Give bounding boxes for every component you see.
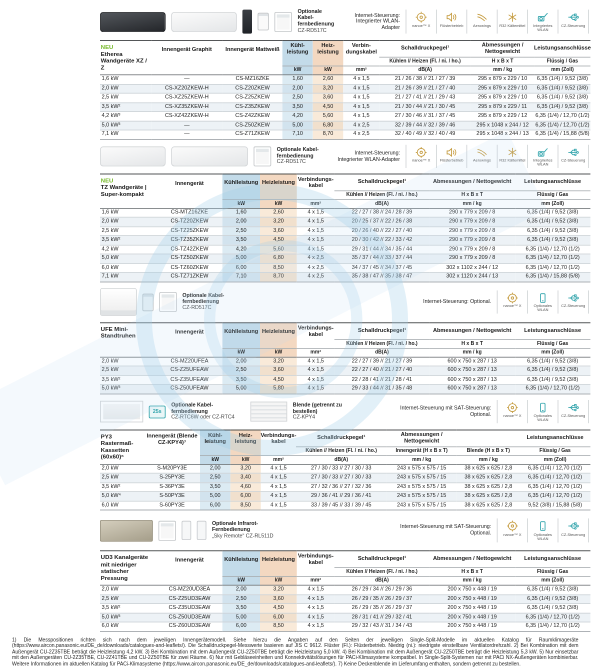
neu-badge: NEU	[100, 43, 114, 51]
table-row: 6,0 kW CS-TZ60ZKEW 6,00 8,50 4 x 2,5 34 / 37 / 45 // 34 / 37 / 45 302 x 1102 x 244 / 12 6,35 (1/4) / 12,70 (1/2)	[100, 263, 590, 272]
product-image-duct-unit	[100, 520, 153, 542]
column-header-schalldruckpegel: Schalldruckpegel¹ Kühlen // Heizen (Fl. / ni. / ho.) dB(A)	[334, 174, 429, 208]
usb-icon: CZ-Steuerung	[558, 519, 588, 543]
section-title: UD3 Kanalgeräte mit niedriger statischer Pressung	[100, 553, 149, 582]
column-header-leistung	[100, 174, 156, 208]
column-header-kuehlleistung: Kühlleistung kW	[223, 174, 260, 208]
table-row: 7,1 kW CS-TZ71ZKEW 7,10 8,70 4 x 2,5 35 / 38 / 47 // 35 / 38 / 47 302 x 1120 x 244 / 13 6,35 (1/4) / 15,88 (5/8)	[100, 272, 590, 281]
product-strip-tz	[100, 140, 590, 174]
column-header-leitungsanschluesse: Leistungsanschlüsse Flüssig / Gas mm (Zoll)	[515, 322, 591, 356]
column-header-heizleistung: Heizleistung kW	[260, 174, 297, 208]
column-header-innengeraet: Innengerät	[156, 322, 222, 356]
usb-icon: CZ-Steuerung	[558, 10, 588, 34]
product-image-wall-unit-graphite	[100, 12, 166, 32]
internet-control-label: Internet-Steuerung: Optional.	[423, 298, 492, 305]
section-title: UFE Mini-Standtruhen	[100, 325, 136, 340]
column-header-abmessungen-blende: Blende (H x B x T) mm / kg	[457, 430, 520, 464]
cable-remote-image	[159, 292, 177, 312]
column-header-verbindungskabel: Verbindungs-kabel mm²	[297, 174, 334, 208]
table-row: 2,0 kW CS-XZ20ZKEW-H CS-Z20ZKEW 2,00 3,20 4 x 1,5 21 / 26 / 39 // 21 / 27 / 40 295 x 879 x 229 / 10 6,35 (1/4) / 9,52 (3/8)	[100, 84, 590, 93]
column-header-kuehlleistung: Kühl-leistung kW	[282, 40, 312, 74]
column-header-abmessungen: Abmessungen / Nettogewicht H x B x T mm / kg	[430, 322, 515, 356]
product-image-wall-unit-white-wide	[171, 146, 248, 166]
option-label	[298, 9, 337, 34]
column-header-heizleistung: Heiz-leistung kW	[313, 40, 343, 74]
table-row: 7,1 kW — CS-Z71ZKEW 7,10 8,70 4 x 2,5 32 / 40 / 49 // 32 / 40 / 49 295 x 1048 x 244 / 13 6,35 (1/4) / 15,88 (5/8)	[100, 130, 590, 139]
neu-badge: NEU	[100, 176, 114, 184]
quiet-mode-icon: Flüsterbetrieb	[437, 10, 467, 34]
table-row: 2,5 kW CS-XZ25ZKEW-H CS-Z25ZKEW 2,50 3,60 4 x 1,5 21 / 27 / 41 // 21 / 29 / 43 295 x 879 x 229 / 10 6,35 (1/4) / 9,52 (3/8)	[100, 93, 590, 102]
quiet-mode-icon: Flüsterbetrieb	[437, 145, 467, 169]
section-title: Etherea Wandgeräte XZ / Z	[100, 50, 147, 71]
remote-control-image	[142, 293, 153, 311]
option-label	[171, 402, 245, 421]
spec-table-tz	[100, 173, 590, 282]
column-header-leistung	[100, 322, 156, 356]
column-header-schalldruckpegel: Schalldruckpegel¹ Kühlen // Heizen (Fl. / ni. / ho.) dB(A)	[334, 551, 429, 585]
product-image-floor-console	[100, 288, 137, 316]
table-row: 2,5 kW CS-Z25UD3EAW 2,50 3,60 4 x 1,5 26 / 29 / 35 // 26 / 29 / 37 200 x 750 x 448 / 19 6,35 (1/4) / 9,52 (3/8)	[100, 594, 590, 603]
internet-control-label: Internet-Steuerung: Integrierter WLAN-Adapter	[354, 12, 400, 31]
column-header-heizleistung: Heizleistung kW	[260, 322, 297, 356]
product-image-wall-unit-white	[100, 146, 166, 166]
airflow-flap-icon: Aerowings	[467, 10, 497, 34]
column-header-innengeraet-mattweiss: Innengerät Mattweiß	[223, 40, 283, 74]
column-header-leitungsanschluesse: Leistungsanschlüsse Flüssig / Gas mm (Zoll)	[515, 174, 591, 208]
spec-table-etherea	[100, 40, 590, 140]
table-row: 1,6 kW — CS-MZ16ZKE 1,60 2,60 4 x 1,5 21 / 26 / 38 // 21 / 27 / 39 295 x 879 x 229 / 10 6,35 (1/4) / 9,52 (3/8)	[100, 75, 590, 84]
column-header-abmessungen: Abmessungen / Nettogewicht H x B x T mm / kg	[471, 40, 535, 74]
column-header-kuehlleistung: Kühl-leistung kW	[200, 430, 230, 464]
spec-table-ud3	[100, 550, 590, 631]
column-header-innengeraet: Innengerät	[156, 551, 222, 585]
option-label-title: Optionale Kabel-fernbedienung	[276, 147, 319, 159]
nanoe-icon: nanoe™ X	[498, 400, 528, 424]
option-label-title: Optionale Infrarot-Fernbedienung	[212, 521, 259, 533]
remote-control-image	[182, 521, 192, 540]
option-label-model: CZ-RD517C	[276, 159, 306, 166]
option-label-title: Optionale Kabel-fernbedienung	[297, 9, 335, 28]
column-header-heizleistung: Heiz-leistung kW	[230, 430, 260, 464]
product-image-wall-unit-white	[171, 12, 237, 32]
internet-control-label: Internet-Steuerung mit SAT-Steuerung: Optional.	[400, 405, 492, 418]
column-header-leistung	[100, 430, 144, 464]
internet-control-label: Internet-Steuerung: Integrierter WLAN-Adapter	[337, 150, 400, 162]
column-header-kuehlleistung: Kühlleistung kW	[223, 322, 260, 356]
column-header-abmessungen-innengeraet: Abmessungen / Nettogewicht Innengerät (H x B x T) mm / kg	[386, 430, 457, 464]
table-row: 2,0 kW CS-MZ20UD3EA 2,00 3,20 4 x 1,5 26 / 29 / 34 // 26 / 29 / 36 200 x 750 x 448 / 19 6,35 (1/4) / 9,52 (3/8)	[100, 585, 590, 594]
column-header-heizleistung: Heizleistung kW	[260, 551, 297, 585]
wlan-phone-icon: Optionales WLAN	[528, 400, 558, 424]
badge-25s: 25s	[149, 405, 166, 418]
table-row: 6,0 kW S-60PY3E 6,00 8,50 4 x 1,5 33 / 39 / 45 // 33 / 39 / 45 243 x 575 x 575 / 15 38 x 625 x 625 / 2,8 9,52 (3/8) / 15,88 (5/8)	[100, 501, 590, 510]
table-row: 3,5 kW² CS-Z35UD3EAW 3,50 4,50 4 x 1,5 26 / 29 / 35 // 26 / 29 / 37 200 x 750 x 448 / 19 6,35 (1/4) / 9,52 (3/8)	[100, 604, 590, 613]
table-row: 2,5 kW CS-Z25UFEAW 2,50 3,60 4 x 1,5 22 / 27 / 40 // 21 / 27 / 40 600 x 750 x 287 / 13 6,35 (1/4) / 9,52 (3/8)	[100, 366, 590, 375]
product-image-cassette-grille	[250, 402, 287, 422]
option-label	[277, 147, 324, 166]
table-row: 2,5 kW CS-TZ25ZKEW 2,50 3,60 4 x 1,5 20 / 26 / 40 // 22 / 27 / 40 290 x 779 x 209 / 8 6,35 (1/4) / 9,52 (3/8)	[100, 226, 590, 235]
table-row: 6,0 kW CS-Z60UD3EAW 6,00 8,50 4 x 1,5 29 / 32 / 43 // 31 / 34 / 43 200 x 750 x 448 / 19 6,35 (1/4) / 12,70 (1/2)	[100, 622, 590, 631]
remote-control-image	[197, 521, 207, 540]
product-image-cassette-unit	[100, 401, 143, 423]
column-header-innengeraet: Innengerät (Blende CZ-KPY4)⁷	[144, 430, 200, 464]
column-header-leitungsanschluesse: Leistungsanschlüsse Flüssig / Gas mm (Zoll)	[520, 430, 591, 464]
table-row: 5,0 kW⁴ S-50PY3E 5,00 6,00 4 x 1,5 29 / 36 / 41 // 29 / 36 / 41 243 x 575 x 575 / 15 38 x 625 x 625 / 2,8 6,35 (1/4) / 12,70 (1/2)	[100, 492, 590, 501]
section-title: PY3 Rastermaß-Kassetten (60x60)⁶	[100, 432, 134, 461]
option-label	[293, 402, 367, 421]
option-label	[212, 521, 286, 540]
option-label-model: CZ-RD517C	[297, 27, 327, 34]
feature-icon-row	[497, 400, 589, 424]
option-label	[182, 293, 256, 312]
column-header-leistung	[100, 551, 156, 585]
cable-remote-image	[254, 146, 272, 166]
usb-icon: CZ-Steuerung	[558, 145, 588, 169]
table-row: 2,5 kW S-25PY3E 2,50 3,40 4 x 1,5 27 / 30 / 33 // 27 / 30 / 33 243 x 575 x 575 / 15 38 x 625 x 625 / 2,8 6,35 (1/4) / 12,70 (1/2)	[100, 473, 590, 482]
column-header-leistung	[100, 40, 151, 74]
wlan-phone-icon: Optionales WLAN	[528, 519, 558, 543]
table-row: 3,5 kW² CS-TZ35ZKEW 3,50 4,50 4 x 1,5 20 / 30 / 42 // 22 / 33 / 42 290 x 779 x 209 / 8 6,35 (1/4) / 9,52 (3/8)	[100, 236, 590, 245]
option-label-model: CZ-RTC6W oder CZ-RTC4	[171, 414, 235, 421]
table-row: 3,5 kW² S-36PY3E 3,50 4,60 4 x 1,5 27 / 32 / 36 // 27 / 32 / 36 243 x 575 x 575 / 15 38 x 625 x 625 / 2,8 6,35 (1/4) / 12,70 (1/2)	[100, 482, 590, 491]
option-label-title: Optionale Kabel-fernbedienung	[171, 402, 214, 415]
column-header-schalldruckpegel: Schalldruckpegel¹ Kühlen // Heizen (Fl. / ni. / ho.) dB(A)	[334, 322, 429, 356]
column-header-verbindungskabel: Verbin-dungskabel mm²	[343, 40, 379, 74]
cable-remote-image	[158, 520, 176, 540]
outdoor-unit-icon: Integriertes WLAN	[528, 145, 558, 169]
product-strip-ud3	[100, 510, 590, 550]
feature-icon-row	[406, 145, 589, 169]
option-label-model: „Sky Remote“ CZ-RL511D	[212, 533, 274, 540]
table-row: 1,6 kW CS-MTZ16ZKE 1,60 2,60 4 x 1,5 22 / 27 / 38 // 24 / 28 / 39 290 x 779 x 209 / 8 6,35 (1/4) / 9,52 (3/8)	[100, 208, 590, 217]
usb-icon: CZ-Steuerung	[558, 290, 588, 314]
column-header-kuehlleistung: Kühlleistung kW	[223, 551, 260, 585]
column-header-schalldruckpegel: Schalldruckpegel¹ Kühlen // Heizen (Fl. / ni. / ho.) dB(A)	[380, 40, 471, 74]
table-row: 5,0 kW³ — CS-Z50ZKEW 5,00 6,80 4 x 2,5 32 / 39 / 44 // 32 / 39 / 46 295 x 1048 x 244 / 12 6,35 (1/4) / 12,70 (1/2)	[100, 121, 590, 130]
table-row: 2,0 kW CS-MZ20UFEA 2,00 3,20 4 x 1,5 22 / 27 / 39 // 21 / 27 / 39 600 x 750 x 287 / 13 6,35 (1/4) / 9,52 (3/8)	[100, 357, 590, 366]
airflow-flap-icon: Aerowings	[467, 145, 497, 169]
nanoe-icon: nanoe™ X	[406, 10, 436, 34]
column-header-schalldruckpegel: Schalldruckpegel¹ Kühlen // Heizen (Fl. / ni. / ho.) dB(A)	[296, 430, 386, 464]
usb-icon: CZ-Steuerung	[558, 400, 588, 424]
product-strip-py3	[100, 394, 590, 429]
wlan-phone-icon: Optionales WLAN	[528, 290, 558, 314]
nanoe-icon: nanoe™ X	[498, 519, 528, 543]
feature-icon-row	[406, 10, 589, 34]
table-row: 3,5 kW² CS-XZ35ZKEW-H CS-Z35ZKEW 3,50 4,50 4 x 1,5 21 / 30 / 44 // 21 / 30 / 45 295 x 879 x 229 / 11 6,35 (1/4) / 9,52 (3/8)	[100, 102, 590, 111]
product-image-design-unit	[242, 10, 252, 34]
option-label-model: CZ-KPY4	[292, 414, 316, 421]
table-row: 2,0 kW S-M20PY3E 2,00 3,20 4 x 1,5 27 / 30 / 33 // 27 / 30 / 33 243 x 575 x 575 / 15 38 x 625 x 625 / 2,8 6,35 (1/4) / 12,70 (1/2)	[100, 464, 590, 473]
option-label-title: Optionale Kabel-fernbedienung	[182, 292, 225, 305]
column-header-verbindungskabel: Verbindungs-kabel mm²	[297, 551, 334, 585]
column-header-innengeraet: Innengerät	[156, 174, 222, 208]
table-row: 5,0 kW³ CS-Z50UFEAW 5,00 5,80 4 x 1,5 29 / 33 / 44 // 31 / 35 / 48 600 x 750 x 287 / 13 6,35 (1/4) / 12,70 (1/2)	[100, 384, 590, 393]
table-row: 4,2 kW CS-TZ42ZKEW 4,20 5,60 4 x 1,5 29 / 31 / 44 // 34 / 35 / 44 290 x 779 x 209 / 8 6,35 (1/4) / 12,70 (1/2)	[100, 245, 590, 254]
table-row: 5,0 kW³ CS-Z50UD3EAW 5,00 6,00 4 x 1,5 28 / 31 / 41 // 29 / 32 / 41 200 x 750 x 448 / 19 6,35 (1/4) / 12,70 (1/2)	[100, 613, 590, 622]
column-header-innengeraet-graphit: Innengerät Graphit	[151, 40, 223, 74]
section-title: TZ Wandgeräte | Super-kompakt	[100, 183, 147, 198]
table-row: 3,5 kW² CS-Z35UFEAW 3,50 4,50 4 x 1,5 22 / 28 / 41 // 21 / 28 / 41 600 x 750 x 287 / 13 6,35 (1/4) / 9,52 (3/8)	[100, 375, 590, 384]
table-row: 4,2 kW³ CS-XZ42ZKEW-H CS-Z42ZKEW 4,20 5,60 4 x 1,5 27 / 30 / 46 // 31 / 37 / 45 295 x 879 x 229 / 12 6,35 (1/4) / 12,70 (1/2)	[100, 112, 590, 121]
nanoe-icon: nanoe™ X	[406, 145, 436, 169]
spec-table-py3	[100, 429, 590, 510]
column-header-leitungsanschluesse: Leistungsanschlüsse Flüssig / Gas mm (Zoll)	[534, 40, 590, 74]
feature-icon-row	[497, 519, 589, 543]
feature-icon-row	[497, 290, 589, 314]
column-header-verbindungskabel: Verbindungs-kabel mm²	[261, 430, 296, 464]
column-header-leitungsanschluesse: Leistungsanschlüsse Flüssig / Gas mm (Zoll)	[515, 551, 591, 585]
product-strip-etherea	[100, 3, 590, 40]
column-header-abmessungen: Abmessungen / Nettogewicht H x B x T mm / kg	[430, 174, 515, 208]
table-row: 5,0 kW CS-TZ50ZKEW 5,00 6,80 4 x 2,5 35 / 37 / 44 // 33 / 37 / 44 290 x 779 x 209 / 8 6,35 (1/4) / 12,70 (1/2)	[100, 254, 590, 263]
outdoor-unit-icon: Integriertes WLAN	[528, 10, 558, 34]
option-label-title: Blende (getrennt zu bestellen)	[292, 402, 343, 415]
table-row: 2,0 kW CS-TZ20ZKEW 2,00 3,20 4 x 1,5 20 / 25 / 37 // 22 / 26 / 38 290 x 779 x 209 / 8 6,35 (1/4) / 9,52 (3/8)	[100, 217, 590, 226]
column-header-verbindungskabel: Verbindungs-kabel mm²	[297, 322, 334, 356]
snowflake-icon: R32 Kältemittel	[498, 10, 528, 34]
cable-remote-image	[274, 12, 292, 32]
remote-control-image	[258, 13, 269, 31]
option-label-model: CZ-RD517C	[182, 305, 212, 311]
internet-control-label: Internet-Steuerung mit SAT-Steuerung: Optional.	[400, 524, 492, 536]
nanoe-icon: nanoe™ X	[498, 290, 528, 314]
column-header-abmessungen: Abmessungen / Nettogewicht H x B x T mm / kg	[430, 551, 515, 585]
footnote-text: 1) Die Messpositionen richten sich nach dem jeweiligen Innengerätemodell. Siehe hierzu die Angaben auf den Seiten der jeweiligen Single-Split-Modelle im aktuellen Katalog für Raumklimageräte (https://www.aircon.panasonic.eu/DE_de/downloads/catalogues-and-leaflets/). Die Schalldruckpegel-Messwerte basieren auf JIS C 9612. Flüster (Fl.): Flüsterbetrieb. Niedrig (ni.): niedrigste einstellbare Ventilatordrehzahl. 2) Bei Kombination mit dem Außengerät CU-2Z35TBE beträgt die Heizleistung 4,2 kW. 3) Bei Kombination mit dem Außengerät CU-2Z50TBE beträgt die Heizleistung 5,0 kW. 4) Bei Kombination mit dem Außengerät CU-2Z50TBE beträgt die Heizleistung 5,3 kW. 5) Nur einsetzbar mit den Außengeräten CU-2Z35TBE, CU-2Z41TBE und CU-2Z50TBE für zwei Räume. 6) Nur mit Gebläseeinheiten und Konnektivitätslösungen für PACi-Klimasysteme kompatibel. In Single-Split-Systemen nur mit PACi NX-Außengeräten kombinierbar. Weitere Informationen im aktuellen Katalog für PACi-Klimasysteme (https://www.aircon.panasonic.eu/DE_de/downloads/catalogues-and-leaflets/). 7) Keine Deckenblende im Lieferumfang enthalten, sondern getrennt zu bestellen.	[12, 637, 579, 667]
spec-table-ufe	[100, 322, 590, 394]
snowflake-icon: R32 Kältemittel	[498, 145, 528, 169]
product-strip-ufe	[100, 282, 590, 322]
